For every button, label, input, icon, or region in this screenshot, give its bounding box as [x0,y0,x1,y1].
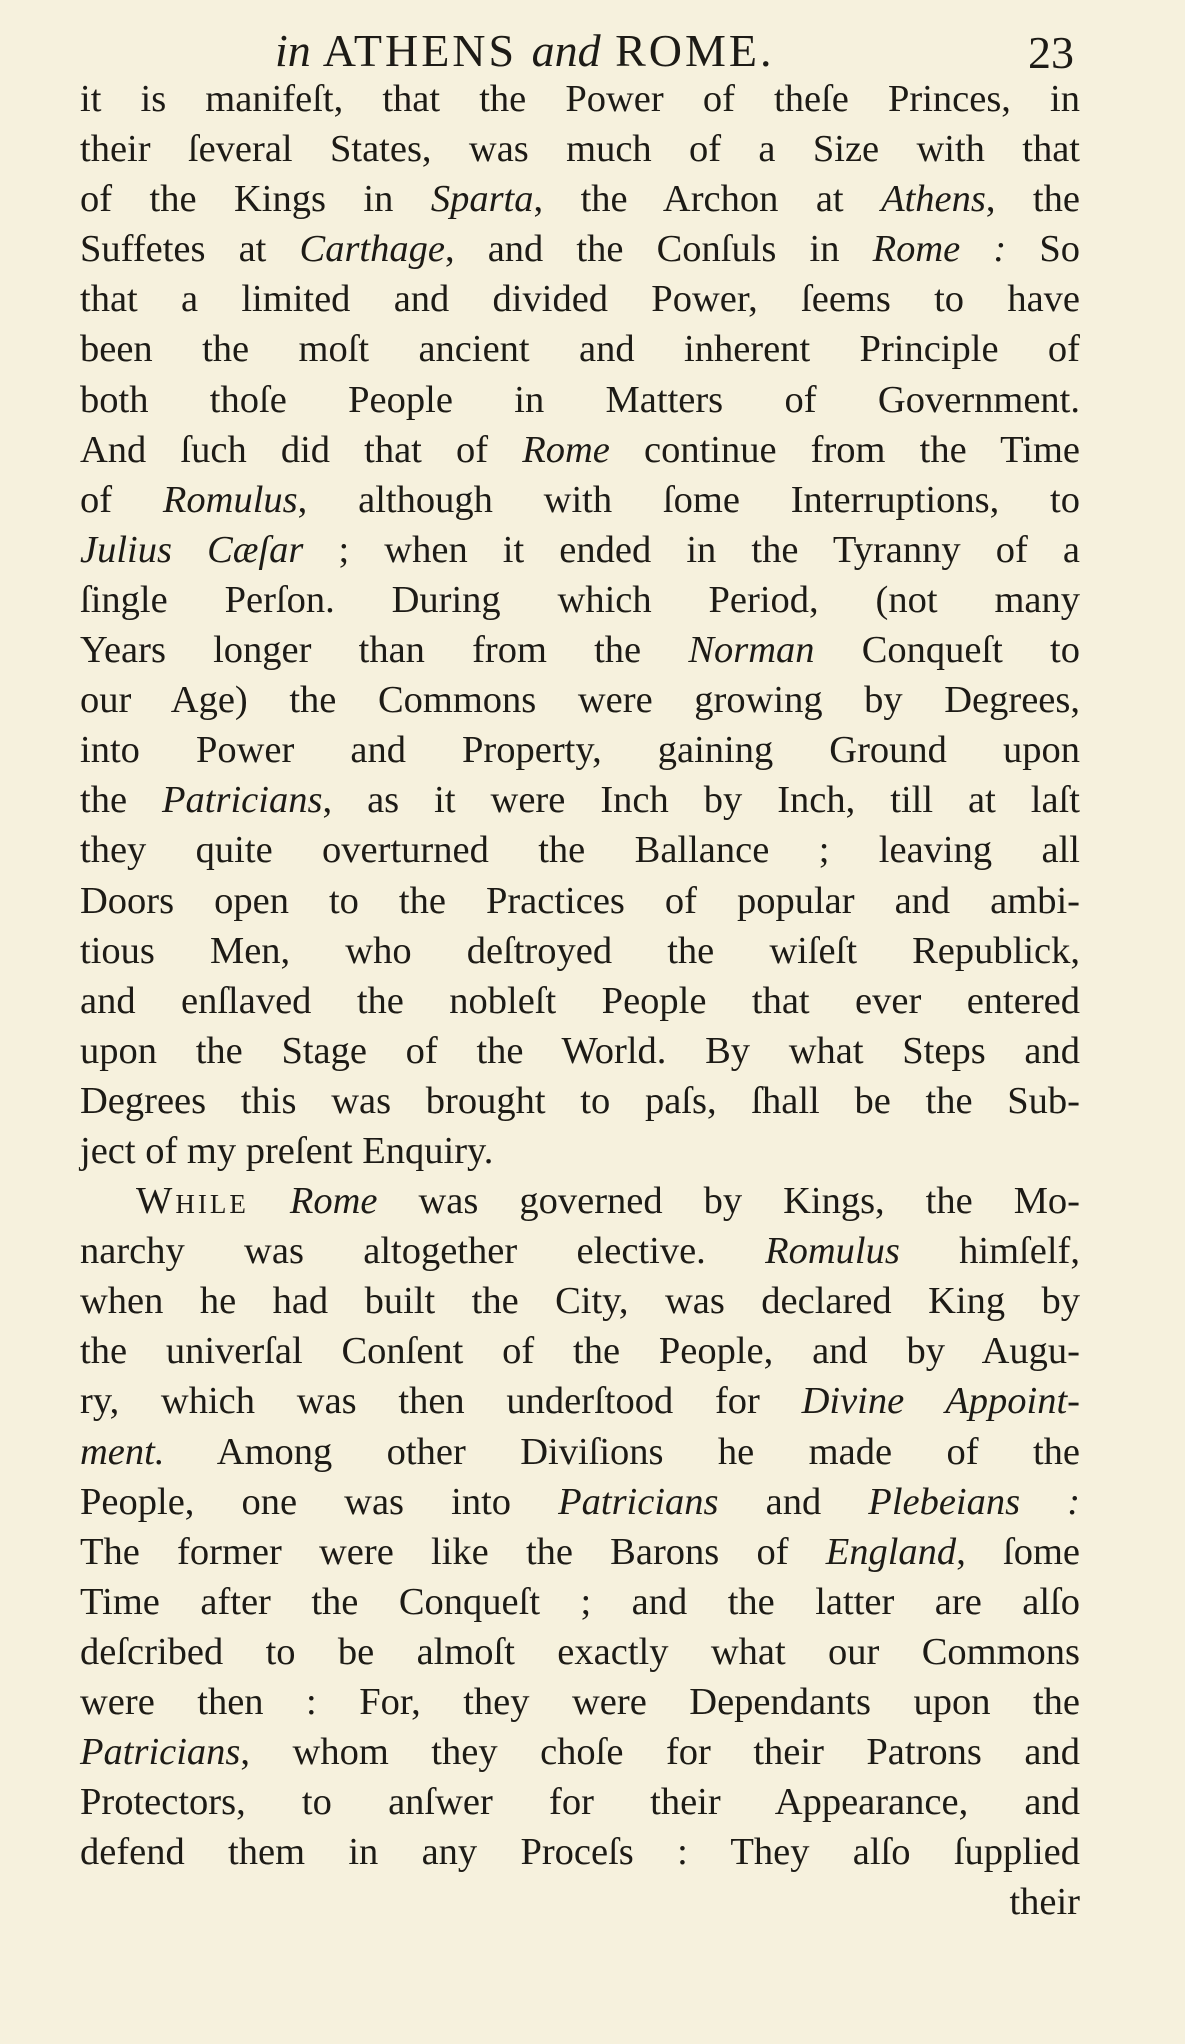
text-line [80,1627,1080,1677]
italic-span: Patricians [558,1480,719,1523]
text-span: And ſuch did that of [80,428,523,471]
text-span: upon the Stage of the World. By what Steps and [80,1029,1080,1072]
text-span: when he had built the City, was declared King by [80,1280,1080,1323]
text-span: , the Archon at [533,178,882,221]
text-span: and [718,1480,869,1523]
text-line [80,174,1080,224]
text-span: was governed by Kings, the Mo- [377,1180,1081,1223]
text-span: deſcribed to be almoſt exactly what our Commons [80,1630,1080,1673]
italic-span: Sparta [430,178,534,221]
text-line [80,124,1080,174]
text-span: narchy was altogether elective. [80,1230,766,1273]
text-line [80,775,1080,825]
text-line [80,74,1080,124]
text-line [80,1527,1080,1577]
text-span: and enſlaved the nobleſt People that ever entered [80,979,1080,1022]
text-line [80,625,1080,675]
text-span: Time after the Conqueſt ; and the latter are alſo [80,1580,1080,1623]
text-span: they quite overturned the Ballance ; leaving all [80,829,1080,872]
text-span: the [80,779,163,822]
italic-span: Norman [688,629,815,672]
text-span: Suffetes at [80,228,300,271]
text-span: been the moſt ancient and inherent Principle of [80,328,1080,371]
italic-span: ment. [80,1430,165,1473]
text-span: ; when it ended in the Tyranny of a [303,528,1080,571]
italic-span: Julius Cæſar [80,528,304,571]
text-span: were then : For, they were Dependants upon the [80,1681,1080,1723]
text-span: , ſome [956,1530,1080,1573]
text-line [80,1577,1080,1627]
text-span: , and the Conſuls in [444,228,873,271]
text-line [80,375,1080,425]
text-span: our Age) the Commons were growing by Degrees, [80,679,1080,722]
text-line [80,274,1080,324]
text-span [249,1180,290,1222]
text-line [80,575,1080,625]
italic-span: Patricians [80,1731,241,1774]
text-span: ject of my preſent Enquiry. [80,1129,494,1172]
italic-span: Rome : [872,228,1007,271]
text-span: the univerſal Conſent of the People, and by Augu- [80,1330,1080,1373]
running-head-title [275,24,775,77]
text-span: that a limited and divided Power, ſeems to have [80,278,1080,321]
italic-span: Divine Appoint- [801,1380,1080,1423]
text-line [80,324,1080,374]
text-line [80,1477,1080,1527]
text-span: Years longer than from the [80,629,689,672]
running-head-athens: ATHENS [322,25,518,76]
text-span: Doors open to the Practices of popular and ambi- [80,879,1080,922]
text-span: , the [985,178,1080,221]
text-line [80,1126,1080,1176]
text-span: The former were like the Barons of [80,1530,826,1573]
italic-span: Romulus [765,1230,900,1273]
italic-span: Rome [289,1180,378,1223]
text-line [80,1026,1080,1076]
text-span: continue from the Time [609,428,1080,471]
text-span: Protectors, to anſwer for their Appearance, and [80,1781,1080,1824]
text-span: Among other Diviſions he made of the [164,1430,1080,1473]
text-span: their ſeveral States, was much of a Size with that [80,128,1080,171]
italic-span: Carthage [299,228,445,271]
text-span: , although with ſome Interruptions, to [297,478,1080,521]
small-caps-span: While [136,1180,249,1223]
text-span: both thoſe People in Matters of Government. [80,378,1080,421]
italic-span: England [825,1530,957,1573]
text-span: defend them in any Proceſs : They alſo ſupplied [80,1831,1080,1874]
text-span: it is manifeſt, that the Power of theſe Princes, in [80,78,1080,120]
text-line [80,675,1080,725]
text-span: himſelf, [899,1230,1080,1273]
running-head-rome: ROME. [615,25,775,76]
text-span: , whom they choſe for their Patrons and [240,1731,1080,1774]
text-line [80,1827,1080,1877]
text-line [80,825,1080,875]
text-line [80,425,1080,475]
italic-span: Athens [881,178,986,221]
text-line [80,876,1080,926]
text-line [80,1076,1080,1126]
text-line [80,1376,1080,1426]
italic-span: Plebeians : [868,1480,1081,1523]
italic-span: Patricians [162,779,323,822]
text-line [80,1677,1080,1727]
text-line [80,926,1080,976]
catchword-text: their [1009,1881,1080,1924]
text-line [80,976,1080,1026]
text-span: So [1006,228,1081,271]
text-line [80,525,1080,575]
page-number: 23 [1028,27,1074,78]
running-head-and: and [531,25,601,76]
text-span: ry, which was then underſtood for [80,1380,802,1423]
text-line [80,1427,1080,1477]
paragraph-start-line [80,1176,1080,1226]
text-span: Conqueſt to [814,629,1081,672]
text-line [80,1326,1080,1376]
text-line [80,475,1080,525]
text-line [80,1276,1080,1326]
text-line [80,1727,1080,1777]
text-span: ſingle Perſon. During which Period, (not many [80,578,1080,621]
running-head-in: in [275,25,311,76]
text-span: of the Kings in [80,178,431,221]
text-span: People, one was into [80,1480,559,1523]
text-span: tious Men, who deſtroyed the wiſeſt Republick, [80,929,1080,972]
italic-span: Rome [522,428,610,471]
catchword [80,1877,1080,1927]
text-line [80,1226,1080,1276]
italic-span: Romulus [162,478,298,521]
text-span: , as it were Inch by Inch, till at laſt [322,779,1080,822]
text-line [80,224,1080,274]
text-span: into Power and Property, gaining Ground upon [80,729,1080,772]
text-span: of [80,478,163,521]
body-text [80,74,1080,1927]
text-span: Degrees this was brought to paſs, ſhall be the Sub- [80,1079,1080,1122]
text-line [80,725,1080,775]
text-line [80,1777,1080,1827]
